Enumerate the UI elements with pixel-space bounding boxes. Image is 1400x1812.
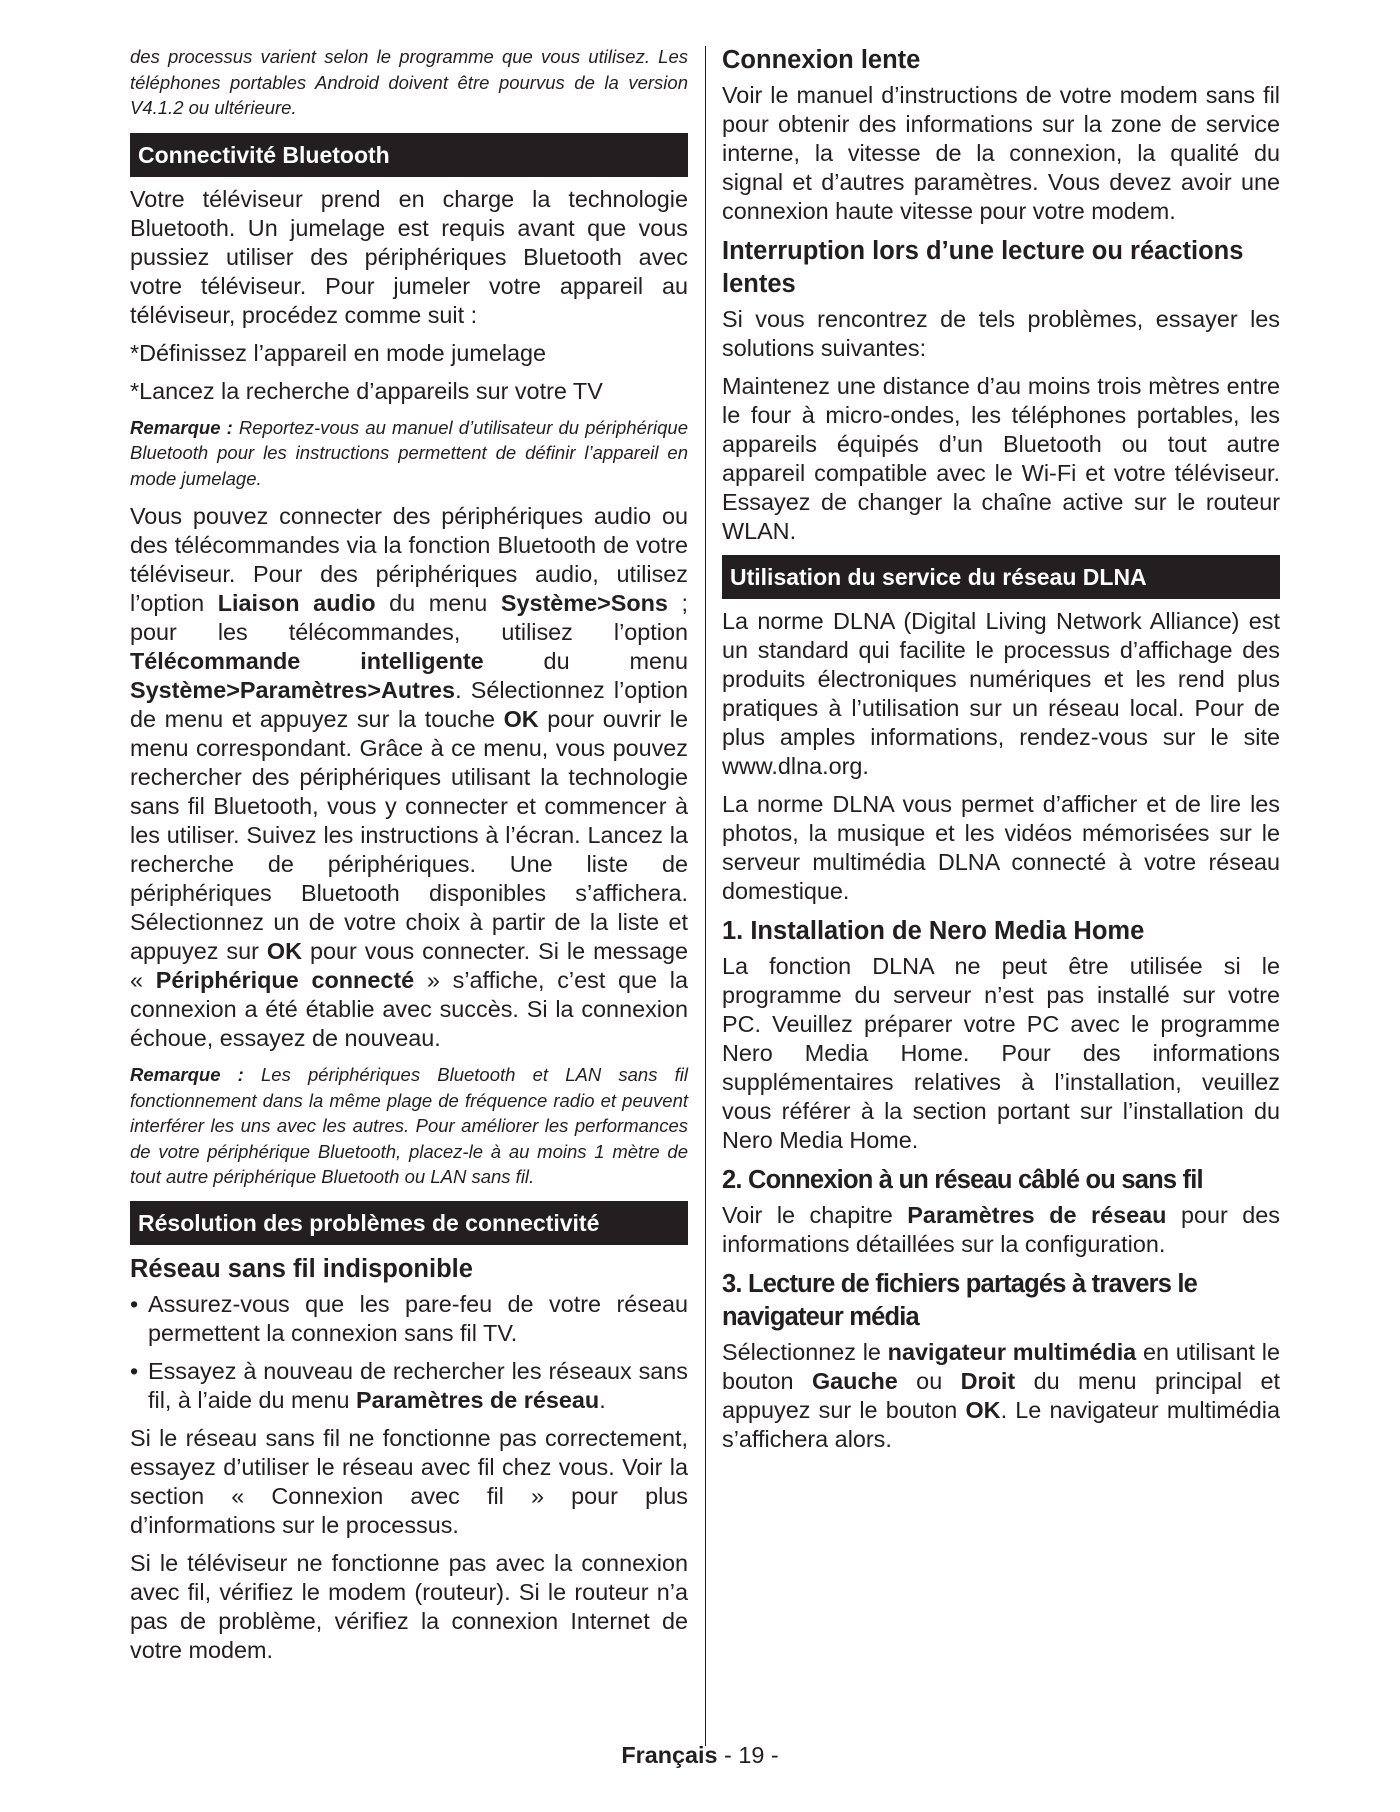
text-run: du menu [483, 648, 688, 674]
text-run: ; pour les télécommandes, utilisez l’option [130, 590, 689, 645]
bluetooth-paragraph-1: Votre téléviseur prend en charge la technologie Bluetooth. Un jumelage est requis avant que vous pussiez utiliser des périphériques Bluetooth avec votre téléviseur. Pour jumeler votre appareil au téléviseur, procédez comme suit : [130, 185, 688, 328]
key-right: Droit [960, 1368, 1016, 1394]
footer-language: Français [621, 1742, 718, 1768]
subheading-interruption: Interruption lors d’une lecture ou réactions lentes [722, 237, 1244, 298]
text-run: . Sélectionnez l’option de menu et appuyez sur la touche [130, 677, 688, 732]
text-run: pour des informations détaillées sur la configuration. [722, 1202, 1280, 1257]
list-item-text: . [599, 1386, 606, 1413]
list-item [130, 1357, 688, 1415]
dlna-paragraph-2: La norme DLNA vous permet d’afficher et de lire les photos, la musique et les vidéos mémorisées sur le serveur multimédia DLNA connecté à votre réseau domestique. [722, 791, 1280, 904]
section-heading-dlna: Utilisation du service du réseau DLNA [722, 555, 1280, 599]
subheading-network-connection: 2. Connexion à un réseau câblé ou sans fil [722, 1166, 1203, 1194]
note-text: Les périphériques Bluetooth et LAN sans fil fonctionnement dans la même plage de fréquence radio et peuvent interférer les uns avec les autres. Pour améliorer les performances de votre périphérique Bluetooth, placez-le à au moins 1 mètre de tout autre périphérique Bluetooth ou LAN sans fil. [130, 1064, 688, 1187]
text-run: Voir le chapitre [722, 1202, 908, 1228]
message-connected: Périphérique connecté [155, 967, 415, 993]
nero-install-paragraph: La fonction DLNA ne peut être utilisée si le programme du serveur n’est pas installé sur votre PC. Veuillez préparer votre PC avec le programme Nero Media Home. Pour des informations supplémentaires relatives à l’installation, veuillez vous référer à la section portant sur l’installation du Nero Media Home. [722, 953, 1280, 1153]
note-label: Remarque : [130, 1064, 244, 1085]
page-footer [0, 1740, 1400, 1770]
list-item [130, 1290, 688, 1348]
slow-connection-paragraph: Voir le manuel d’instructions de votre modem sans fil pour obtenir des informations sur la zone de service interne, la vitesse de la connexion, la qualité du signal et d’autres paramètres. Vous devez avoir une connexion haute vitesse pour votre modem. [722, 82, 1280, 224]
menu-path-autres: Système>Paramètres>Autres [130, 677, 456, 703]
key-left: Gauche [811, 1368, 898, 1394]
list-item-text: Assurez-vous que les pare-feu de votre réseau permettent la connexion sans fil TV. [148, 1290, 688, 1346]
network-connection-paragraph [722, 1201, 1280, 1259]
list-item-text: Essayez à nouveau de rechercher les réseaux sans fil, à l’aide du menu [148, 1357, 688, 1413]
intro-text: des processus varient selon le programme que vous utilisez. Les téléphones portables Android doivent être pourvus de la version V4.1.2 ou ultérieure. [130, 46, 688, 118]
troubleshooting-paragraph-2: Si le téléviseur ne fonctionne pas avec la connexion avec fil, vérifiez le modem (routeur). Si le routeur n’a pas de problème, vérifiez la connexion Internet de votre modem. [130, 1549, 688, 1663]
interruption-paragraph-2: Maintenez une distance d’au moins trois mètres entre le four à micro-ondes, les téléphones portables, les appareils équipés d’un Bluetooth ou tout autre appareil compatible avec le Wi-Fi et votre téléviseur. Essayez de changer la chaîne active sur le routeur WLAN. [722, 373, 1280, 544]
chapter-network-settings: Paramètres de réseau [907, 1202, 1167, 1228]
key-ok: OK [266, 938, 302, 964]
section-heading-bluetooth: Connectivité Bluetooth [130, 133, 688, 177]
section-heading-troubleshooting: Résolution des problèmes de connectivité [130, 1201, 688, 1245]
troubleshooting-paragraph-1: Si le réseau sans fil ne fonctionne pas correctement, essayez d’utiliser le réseau avec fil chez vous. Voir la section « Connexion avec fil » pour plus d’informations sur le processus. [130, 1424, 688, 1538]
menu-option-liaison-audio: Liaison audio [217, 590, 376, 616]
column-divider [705, 46, 706, 1746]
subheading-slow-connection: Connexion lente [722, 46, 921, 74]
pairing-step-2: *Lancez la recherche d’appareils sur votre TV [130, 377, 603, 404]
bullet-icon: • [130, 1290, 139, 1317]
note-label: Remarque : [130, 416, 233, 438]
bullet-icon: • [130, 1357, 139, 1384]
troubleshooting-list [130, 1290, 688, 1415]
text-run: en utilisant le bouton [722, 1339, 1281, 1394]
dlna-paragraph-1: La norme DLNA (Digital Living Network Alliance) est un standard qui facilite le processus d’affichage des produits électroniques numériques et les rend plus pratiques à l’utilisation sur un réseau local. Pour de plus amples informations, rendez-vous sur le site www.dlna.org. [722, 608, 1280, 779]
menu-path-network-settings: Paramètres de réseau [356, 1386, 600, 1413]
text-run: du menu principal et appuyez sur le bouton [722, 1368, 1281, 1423]
key-ok: OK [965, 1397, 1001, 1423]
text-run: du menu [375, 590, 501, 616]
text-run: ou [897, 1368, 961, 1394]
bluetooth-paragraph-2 [130, 502, 688, 1053]
bluetooth-note-2 [130, 1062, 688, 1190]
menu-option-telecommande: Télécommande intelligente [130, 648, 484, 674]
pairing-step-1: *Définissez l’appareil en mode jumelage [130, 339, 547, 366]
text-run: . Le navigateur multimédia s’affichera alors. [722, 1397, 1280, 1452]
media-browser-label: navigateur multimédia [887, 1339, 1137, 1365]
key-ok: OK [503, 706, 539, 732]
subheading-wireless-unavailable: Réseau sans fil indisponible [130, 1254, 473, 1283]
text-run: pour vous connecter. Si le message « [130, 938, 688, 993]
page-number: - 19 - [717, 1742, 779, 1768]
text-run: pour ouvrir le menu correspondant. Grâce à ce menu, vous pouvez rechercher des périphériques utilisant la technologie sans fil Bluetooth, vous y connecter et commencer à les utiliser. Suivez les instructions à l’écran. Lancez la recherche de périphériques. Une liste de périphériques Bluetooth disponibles s’affichera. Sélectionnez un de votre choix à partir de la liste et appuyez sur [130, 706, 688, 964]
text-run: Vous pouvez connecter des périphériques audio ou des télécommandes via la fonction Bluetooth de votre téléviseur. Pour des périphériques audio, utilisez l’option [130, 503, 688, 616]
text-run: » s’affiche, c’est que la connexion a été établie avec succès. Si la connexion échoue, essayez de nouveau. [130, 967, 689, 1051]
bluetooth-note-1 [130, 415, 688, 492]
note-text: Reportez-vous au manuel d’utilisateur du périphérique Bluetooth pour les instructions permettent de définir l’appareil en mode jumelage. [130, 416, 689, 489]
menu-path-sons: Système>Sons [500, 590, 668, 616]
interruption-paragraph-1: Si vous rencontrez de tels problèmes, essayer les solutions suivantes: [722, 306, 1280, 361]
shared-files-paragraph [722, 1338, 1280, 1454]
left-column [130, 44, 688, 1674]
subheading-shared-files: 3. Lecture de fichiers partagés à travers le navigateur média [722, 1270, 1198, 1331]
subheading-nero-install: 1. Installation de Nero Media Home [722, 917, 1145, 945]
text-run: Sélectionnez le [722, 1339, 888, 1365]
right-column [722, 44, 1280, 1463]
